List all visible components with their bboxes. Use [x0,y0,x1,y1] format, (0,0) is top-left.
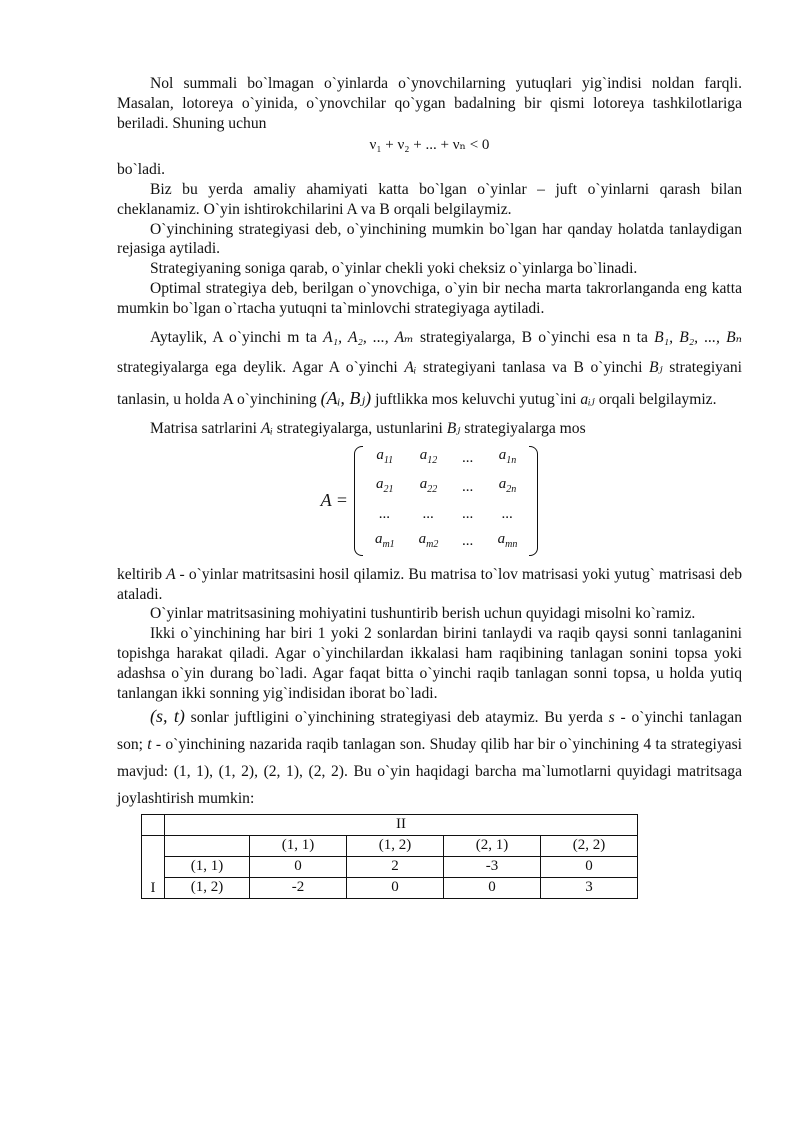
paragraph-2: Biz bu yerda amaliy ahamiyati katta bo`lgan o`yinlar – juft o`yinlarni qarash bilan cheklanamiz. O`yin ishtirokchilarini A va B orqali belgilaymiz. [117,180,742,218]
matrix-cell: $a_{11}$ [376,447,394,467]
p11-text-d: . Bu o`yin haqidagi barcha ma`lumotlarni quyidagi matritsaga joylashtirish mumkin: [117,763,743,808]
player-1-label: I [142,836,165,899]
matrix-cell: $a_{22}$ [419,476,438,496]
formula-sum-less-zero: ν₁ + ν₂ + ... + νₙ < 0 [369,137,490,154]
p6-text-b: strategiyalarga, B o`yinchi esa n ta [419,328,648,346]
table-cell: 3 [541,878,638,899]
matrix-a-symbol: A - [166,565,185,583]
matrix-row [363,444,529,473]
p6-text-f: juftlikka mos keluvchi yutug`ini [375,390,577,408]
paragraph-9: O`yinlar matritsasining mohiyatini tushuntirib berish uchun quyidagi misolni ko`ramiz. [150,605,696,623]
matrix-cell: $a_{m1}$ [374,530,395,550]
matrix-left-bracket [354,446,363,556]
table-cell: 0 [444,878,541,899]
strategies-a: A₁, A₂, ..., Aₘ [323,328,414,346]
rows-ai: Aᵢ [260,419,273,437]
matrix-label: A = [320,489,348,510]
p11-text-a: sonlar juftligini o`yinchining strategiyasi deb ataymiz. Bu yerda [190,709,603,727]
matrix-cell: $a_{mn}$ [497,530,518,550]
table-row [142,815,638,836]
matrix-cell: $a_{1n}$ [498,447,517,467]
matrix-cell: $a_{21}$ [376,476,394,496]
matrix-cell: ... [501,506,514,523]
paragraph-7 [117,419,742,439]
pair-ai-bj: (Aᵢ, Bⱼ) [320,387,372,408]
table-row [142,878,638,899]
paragraph-1-end: bo`ladi. [117,161,166,179]
blank-header-cell [165,836,250,857]
matrix-body [363,444,529,556]
strategy-bj: Bⱼ [649,358,663,376]
pair-s-t: (s, t) [150,706,185,727]
p7-text-a: Matrisa satrlarini [150,419,257,437]
col-header: (1, 2) [347,836,444,857]
p8-text-a: keltirib [117,565,163,583]
row-header: (1, 2) [165,878,250,899]
col-header: (2, 1) [444,836,541,857]
matrix-cell: ... [379,506,391,523]
table-row [142,857,638,878]
matrix-right-bracket [529,446,538,556]
col-header: (2, 2) [541,836,638,857]
matrix-cell: ... [462,533,474,550]
strategy-ai: Aᵢ [404,358,417,376]
table-cell: 0 [250,857,347,878]
payoff-table [141,814,638,899]
p11-text-c: o`yinchining nazarida raqib tanlagan son. Shuday qilib har bir o`yinchining 4 ta strategiyasi mavjud: [117,736,742,781]
matrix-row [363,473,529,502]
document-page [117,74,742,899]
payoff-aij: aᵢⱼ [580,390,595,408]
matrix-cell: $a_{m2}$ [418,530,439,550]
matrix-row [363,528,529,557]
strategies-b: B₁, B₂, ..., Bₙ [654,328,742,346]
paragraph-10: Ikki o`yinchining har biri 1 yoki 2 sonlardan birini tanlaydi va raqib qaysi sonni tanlaganini topishga harakat qiladi. Agar o`yinchilardan ikkalasi ham raqibining tanlagan sonini topsa yoki adashsa o`yin durang bo`ladi. Agar faqat bitta o`yinchi raqib tanlagan sonni topsa, u holda yutiq tanlangan ikki sonning yig`indisidan iborat bo`ladi. [117,625,742,702]
player-2-label: II [165,815,638,836]
strategy-pairs: (1, 1), (1, 2), (2, 1), (2, 2) [173,763,344,781]
matrix-cell: ... [462,449,474,466]
table-cell: 0 [541,857,638,878]
p7-text-b: strategiyalarga, ustunlarini [276,419,443,437]
paragraph-4: Strategiyaning soniga qarab, o`yinlar chekli yoki cheksiz o`yinlarga bo`linadi. [150,260,638,278]
p6-text-e: strategiyani tanlasin, u holda A o`yinchining [117,358,743,408]
matrix-cell: ... [462,478,474,495]
table-cell: -2 [250,878,347,899]
p6-text-a: Aytaylik, A o`yinchi m ta [150,328,317,346]
payoff-matrix-general [117,444,742,556]
cols-bj: Bⱼ [446,419,461,437]
table-cell: 2 [347,857,444,878]
paragraph-11 [117,703,742,812]
paragraph-3: O`yinchining strategiyasi deb, o`yinchining mumkin bo`lgan har qanday holatda tanlaydigan rejasiga aytiladi. [117,220,742,258]
p7-text-c: strategiyalarga mos [464,419,586,437]
symbol-s: s - [608,709,626,727]
matrix-cell: ... [422,506,435,523]
table-cell: 0 [347,878,444,899]
paragraph-1: Nol summali bo`lmagan o`yinlarda o`ynovchilarning yutuqlari yig`indisi noldan farqli. Masalan, lotoreya o`yinida, o`ynovchilar qo`ygan badalning bir qismi lotoreya tashkilotlariga beriladi. Shuning uchun [117,75,742,132]
symbol-t: t - [147,736,162,754]
row-header: (1, 1) [165,857,250,878]
col-header: (1, 1) [250,836,347,857]
p6-text-d: strategiyani tanlasa va B o`yinchi [422,358,643,376]
matrix-cell: ... [462,506,474,523]
p6-text-g: orqali belgilaymiz. [598,390,717,408]
p11-text-b: o`yinchi tanlagan son; [117,709,743,754]
corner-cell [142,815,165,836]
paragraph-8 [117,565,742,605]
p8-text-b: o`yinlar matritsasini hosil qilamiz. Bu matrisa to`lov matrisasi yoki yutug` matrisasi deb ataladi. [117,565,742,603]
table-cell: -3 [444,857,541,878]
matrix-cell: $a_{12}$ [419,447,438,467]
matrix-cell: $a_{2n}$ [498,476,517,496]
p6-text-c: strategiyalarga ega deylik. Agar A o`yinchi [117,358,398,376]
table-row [142,836,638,857]
paragraph-6 [117,323,742,415]
matrix-row [363,502,529,528]
paragraph-5: Optimal strategiya deb, berilgan o`ynovchiga, o`yin bir necha marta takrorlanganda eng katta mumkin bo`lgan o`rtacha yutuqni ta`minlovchi strategiyaga aytiladi. [117,279,742,317]
